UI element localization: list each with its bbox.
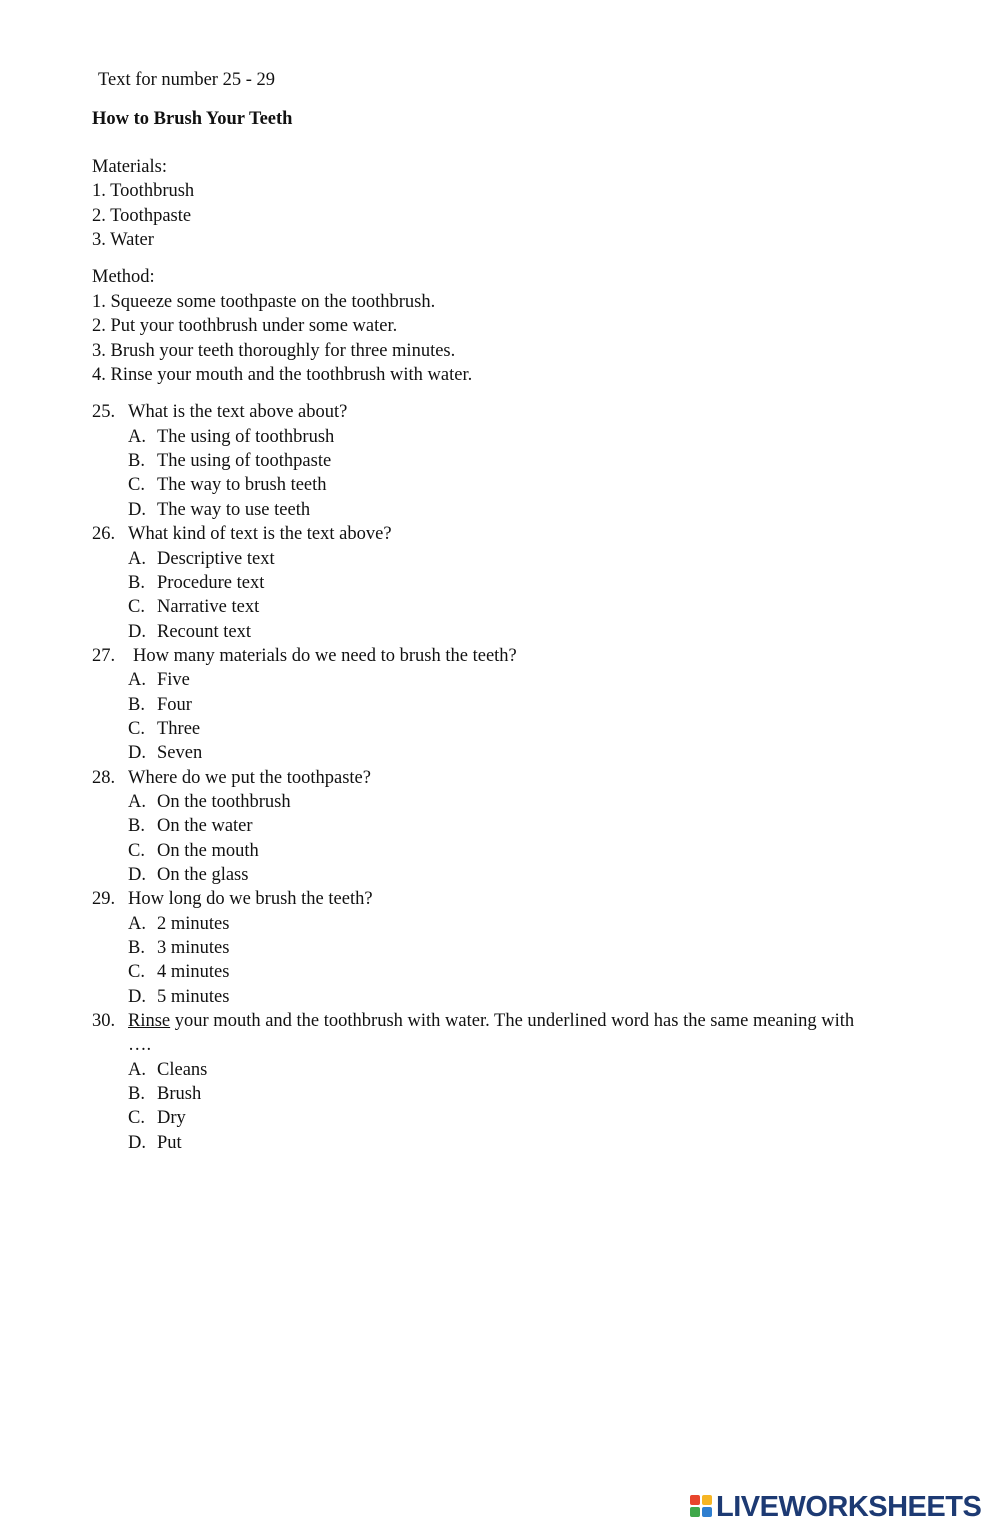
option-letter: C. [128, 841, 145, 861]
question-text: Where do we put the toothpaste? [128, 768, 371, 788]
method-step: 1. Squeeze some toothpaste on the toothbrush. [92, 292, 436, 312]
option-text[interactable]: On the water [157, 816, 253, 836]
option-text[interactable]: Put [157, 1133, 182, 1153]
option-text[interactable]: Descriptive text [157, 549, 275, 569]
option-letter: A. [128, 1060, 146, 1080]
option-letter: C. [128, 719, 145, 739]
option-text[interactable]: 2 minutes [157, 914, 230, 934]
question-number: 25. [92, 402, 116, 422]
option-text[interactable]: On the glass [157, 865, 249, 885]
option-text[interactable]: Recount text [157, 622, 252, 642]
option-text[interactable]: 5 minutes [157, 987, 230, 1007]
question-number: 29. [92, 889, 116, 909]
option-letter: D. [128, 987, 146, 1007]
question-number: 26. [92, 524, 116, 544]
question-text-rest: your mouth and the toothbrush with water. The underlined word has the same meaning with [170, 1011, 855, 1031]
option-text[interactable]: Procedure text [157, 573, 265, 593]
option-letter: C. [128, 962, 145, 982]
option-letter: D. [128, 500, 146, 520]
option-letter: D. [128, 743, 146, 763]
option-letter: D. [128, 622, 146, 642]
method-step: 3. Brush your teeth thoroughly for three minutes. [92, 341, 456, 361]
option-letter: B. [128, 938, 145, 958]
option-letter: D. [128, 865, 146, 885]
method-label: Method: [92, 267, 155, 287]
option-text[interactable]: Seven [157, 743, 203, 763]
question-text: What kind of text is the text above? [128, 524, 392, 544]
option-letter: A. [128, 792, 146, 812]
option-letter: C. [128, 475, 145, 495]
option-text[interactable]: Cleans [157, 1060, 208, 1080]
option-letter: A. [128, 427, 146, 447]
text-title: How to Brush Your Teeth [92, 109, 293, 129]
question-number: 28. [92, 768, 116, 788]
option-letter: D. [128, 1133, 146, 1153]
option-text[interactable]: The using of toothbrush [157, 427, 335, 447]
option-text[interactable]: Narrative text [157, 597, 260, 617]
option-letter: C. [128, 1108, 145, 1128]
question-number: 30. [92, 1011, 116, 1031]
option-text[interactable]: Dry [157, 1108, 186, 1128]
materials-item: 2. Toothpaste [92, 206, 192, 226]
option-text[interactable]: Four [157, 695, 192, 715]
option-letter: A. [128, 549, 146, 569]
option-letter: B. [128, 1084, 145, 1104]
method-step: 4. Rinse your mouth and the toothbrush with water. [92, 365, 473, 385]
option-text[interactable]: On the toothbrush [157, 792, 291, 812]
materials-item: 1. Toothbrush [92, 181, 195, 201]
question-text: What is the text above about? [128, 402, 348, 422]
materials-item: 3. Water [92, 230, 154, 250]
option-text[interactable]: Three [157, 719, 201, 739]
question-text: How many materials do we need to brush the teeth? [133, 646, 517, 666]
intro-line: Text for number 25 - 29 [98, 70, 275, 90]
option-letter: B. [128, 451, 145, 471]
option-letter: C. [128, 597, 145, 617]
option-text[interactable]: Brush [157, 1084, 202, 1104]
liveworksheets-logo[interactable] [690, 1490, 981, 1524]
question-number: 27. [92, 646, 116, 666]
logo-text: LIVEWORKSHEETS [716, 1490, 982, 1523]
option-text[interactable]: On the mouth [157, 841, 259, 861]
option-text[interactable]: The way to use teeth [157, 500, 311, 520]
option-letter: B. [128, 816, 145, 836]
materials-label: Materials: [92, 157, 168, 177]
option-text[interactable]: 4 minutes [157, 962, 230, 982]
option-text[interactable]: Five [157, 670, 190, 690]
question-continuation: …. [128, 1035, 152, 1055]
underlined-word: Rinse [128, 1011, 171, 1031]
option-letter: A. [128, 914, 146, 934]
option-letter: B. [128, 573, 145, 593]
question-text: How long do we brush the teeth? [128, 889, 373, 909]
option-text[interactable]: The using of toothpaste [157, 451, 332, 471]
option-letter: B. [128, 695, 145, 715]
option-text[interactable]: 3 minutes [157, 938, 230, 958]
question-text [128, 1010, 854, 1032]
option-letter: A. [128, 670, 146, 690]
logo-grid-icon [690, 1495, 714, 1519]
option-text[interactable]: The way to brush teeth [157, 475, 327, 495]
method-step: 2. Put your toothbrush under some water. [92, 316, 398, 336]
